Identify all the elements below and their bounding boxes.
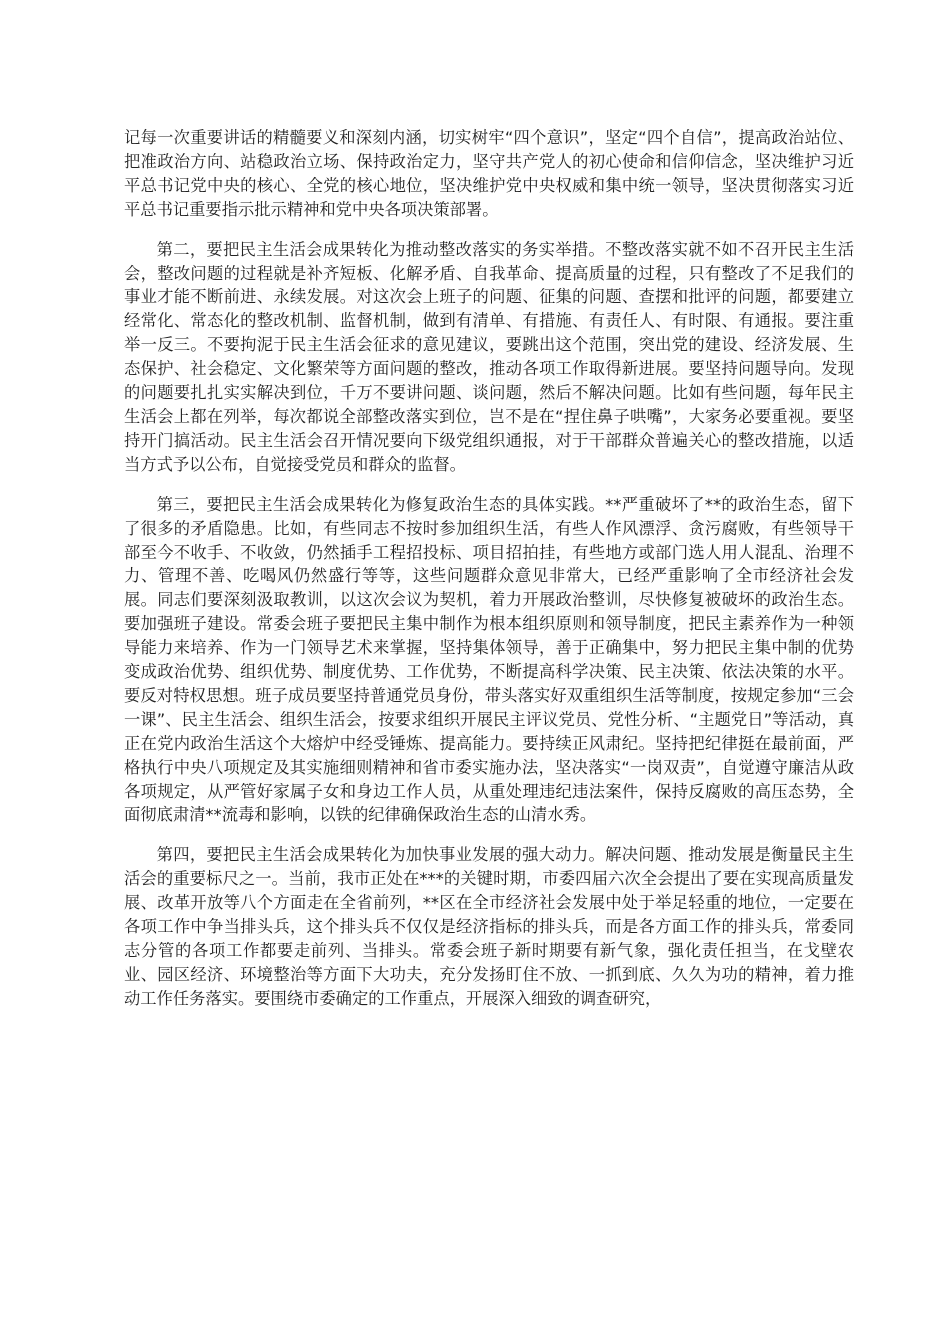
paragraph-intro-continuation: 记每一次重要讲话的精髓要义和深刻内涵，切实树牢“四个意识”，坚定“四个自信”，提高政治站位、把准政治方向、站稳政治立场、保持政治定力，坚守共产党人的初心使命和信仰信念，坚决维护习近平总书记党中央的核心、全党的核心地位，坚决维护党中央权威和集中统一领导，坚决贯彻落实习近平总书记重要指示批示精神和党中央各项决策部署。	[124, 128, 854, 219]
paragraph-fourth-point: 第四，要把民主生活会成果转化为加快事业发展的强大动力。解决问题、推动发展是衡量民主生活会的重要标尺之一。当前，我市正处在***的关键时期，市委四届六次全会提出了要在实现高质量发展、改革开放等八个方面走在全省前列，**区在全市经济社会发展中处于举足轻重的地位，一定要在各项工作中争当排头兵，这个排头兵不仅仅是经济指标的排头兵，而是各方面工作的排头兵，常委同志分管的各项工作都要走前列、当排头。常委会班子新时期要有新气象，强化责任担当，在戈壁农业、园区经济、环境整治等方面下大功夫，充分发扬盯住不放、一抓到底、久久为功的精神，着力推动工作任务落实。要围绕市委确定的工作重点，开展深入细致的调查研究，	[124, 845, 854, 1008]
document-page	[124, 126, 854, 1027]
paragraph-second-point: 第二，要把民主生活会成果转化为推动整改落实的务实举措。不整改落实就不如不召开民主生活会，整改问题的过程就是补齐短板、化解矛盾、自我革命、提高质量的过程，只有整改了不足我们的事业才能不断前进、永续发展。对这次会上班子的问题、征集的问题、查摆和批评的问题，都要建立经常化、常态化的整改机制、监督机制，做到有清单、有措施、有责任人、有时限、有通报。要注重举一反三。不要拘泥于民主生活会征求的意见建议，要跳出这个范围，突出党的建设、经济发展、生态保护、社会稳定、文化繁荣等方面问题的整改，推动各项工作取得新进展。要坚持问题导向。发现的问题要扎扎实实解决到位，千万不要讲问题、谈问题，然后不解决问题。比如有些问题，每年民主生活会上都在列举，每次都说全部整改落实到位，岂不是在“捏住鼻子哄嘴”，大家务必要重视。要坚持开门搞活动。民主生活会召开情况要向下级党组织通报，对于干部群众普遍关心的整改措施，以适当方式予以公布，自觉接受党员和群众的监督。	[124, 239, 854, 474]
paragraph-third-point: 第三，要把民主生活会成果转化为修复政治生态的具体实践。**严重破坏了**的政治生态，留下了很多的矛盾隐患。比如，有些同志不按时参加组织生活，有些人作风漂浮、贪污腐败，有些领导干部至今不收手、不收敛，仍然插手工程招投标、项目招拍挂，有些地方或部门选人用人混乱、治理不力、管理不善、吃喝风仍然盛行等等，这些问题群众意见非常大，已经严重影响了全市经济社会发展。同志们要深刻汲取教训，以这次会议为契机，着力开展政治整训，尽快修复被破坏的政治生态。要加强班子建设。常委会班子要把民主集中制作为根本组织原则和领导制度，把民主素养作为一种领导能力来培养、作为一门领导艺术来掌握，坚持集体领导，善于正确集中，努力把民主集中制的优势变成政治优势、组织优势、制度优势、工作优势，不断提高科学决策、民主决策、依法决策的水平。要反对特权思想。班子成员要坚持普通党员身份，带头落实好双重组织生活等制度，按规定参加“三会一课”、民主生活会、组织生活会，按要求组织开展民主评议党员、党性分析、“主题党日”等活动，真正在党内政治生活这个大熔炉中经受锤炼、提高能力。要持续正风肃纪。坚持把纪律挺在最前面，严格执行中央八项规定及其实施细则精神和省市委实施办法，坚决落实“一岗双责”，自觉遵守廉洁从政各项规定，从严管好家属子女和身边工作人员，从重处理违纪违法案件，保持反腐败的高压态势，全面彻底肃清**流毒和影响，以铁的纪律确保政治生态的山清水秀。	[124, 494, 854, 825]
